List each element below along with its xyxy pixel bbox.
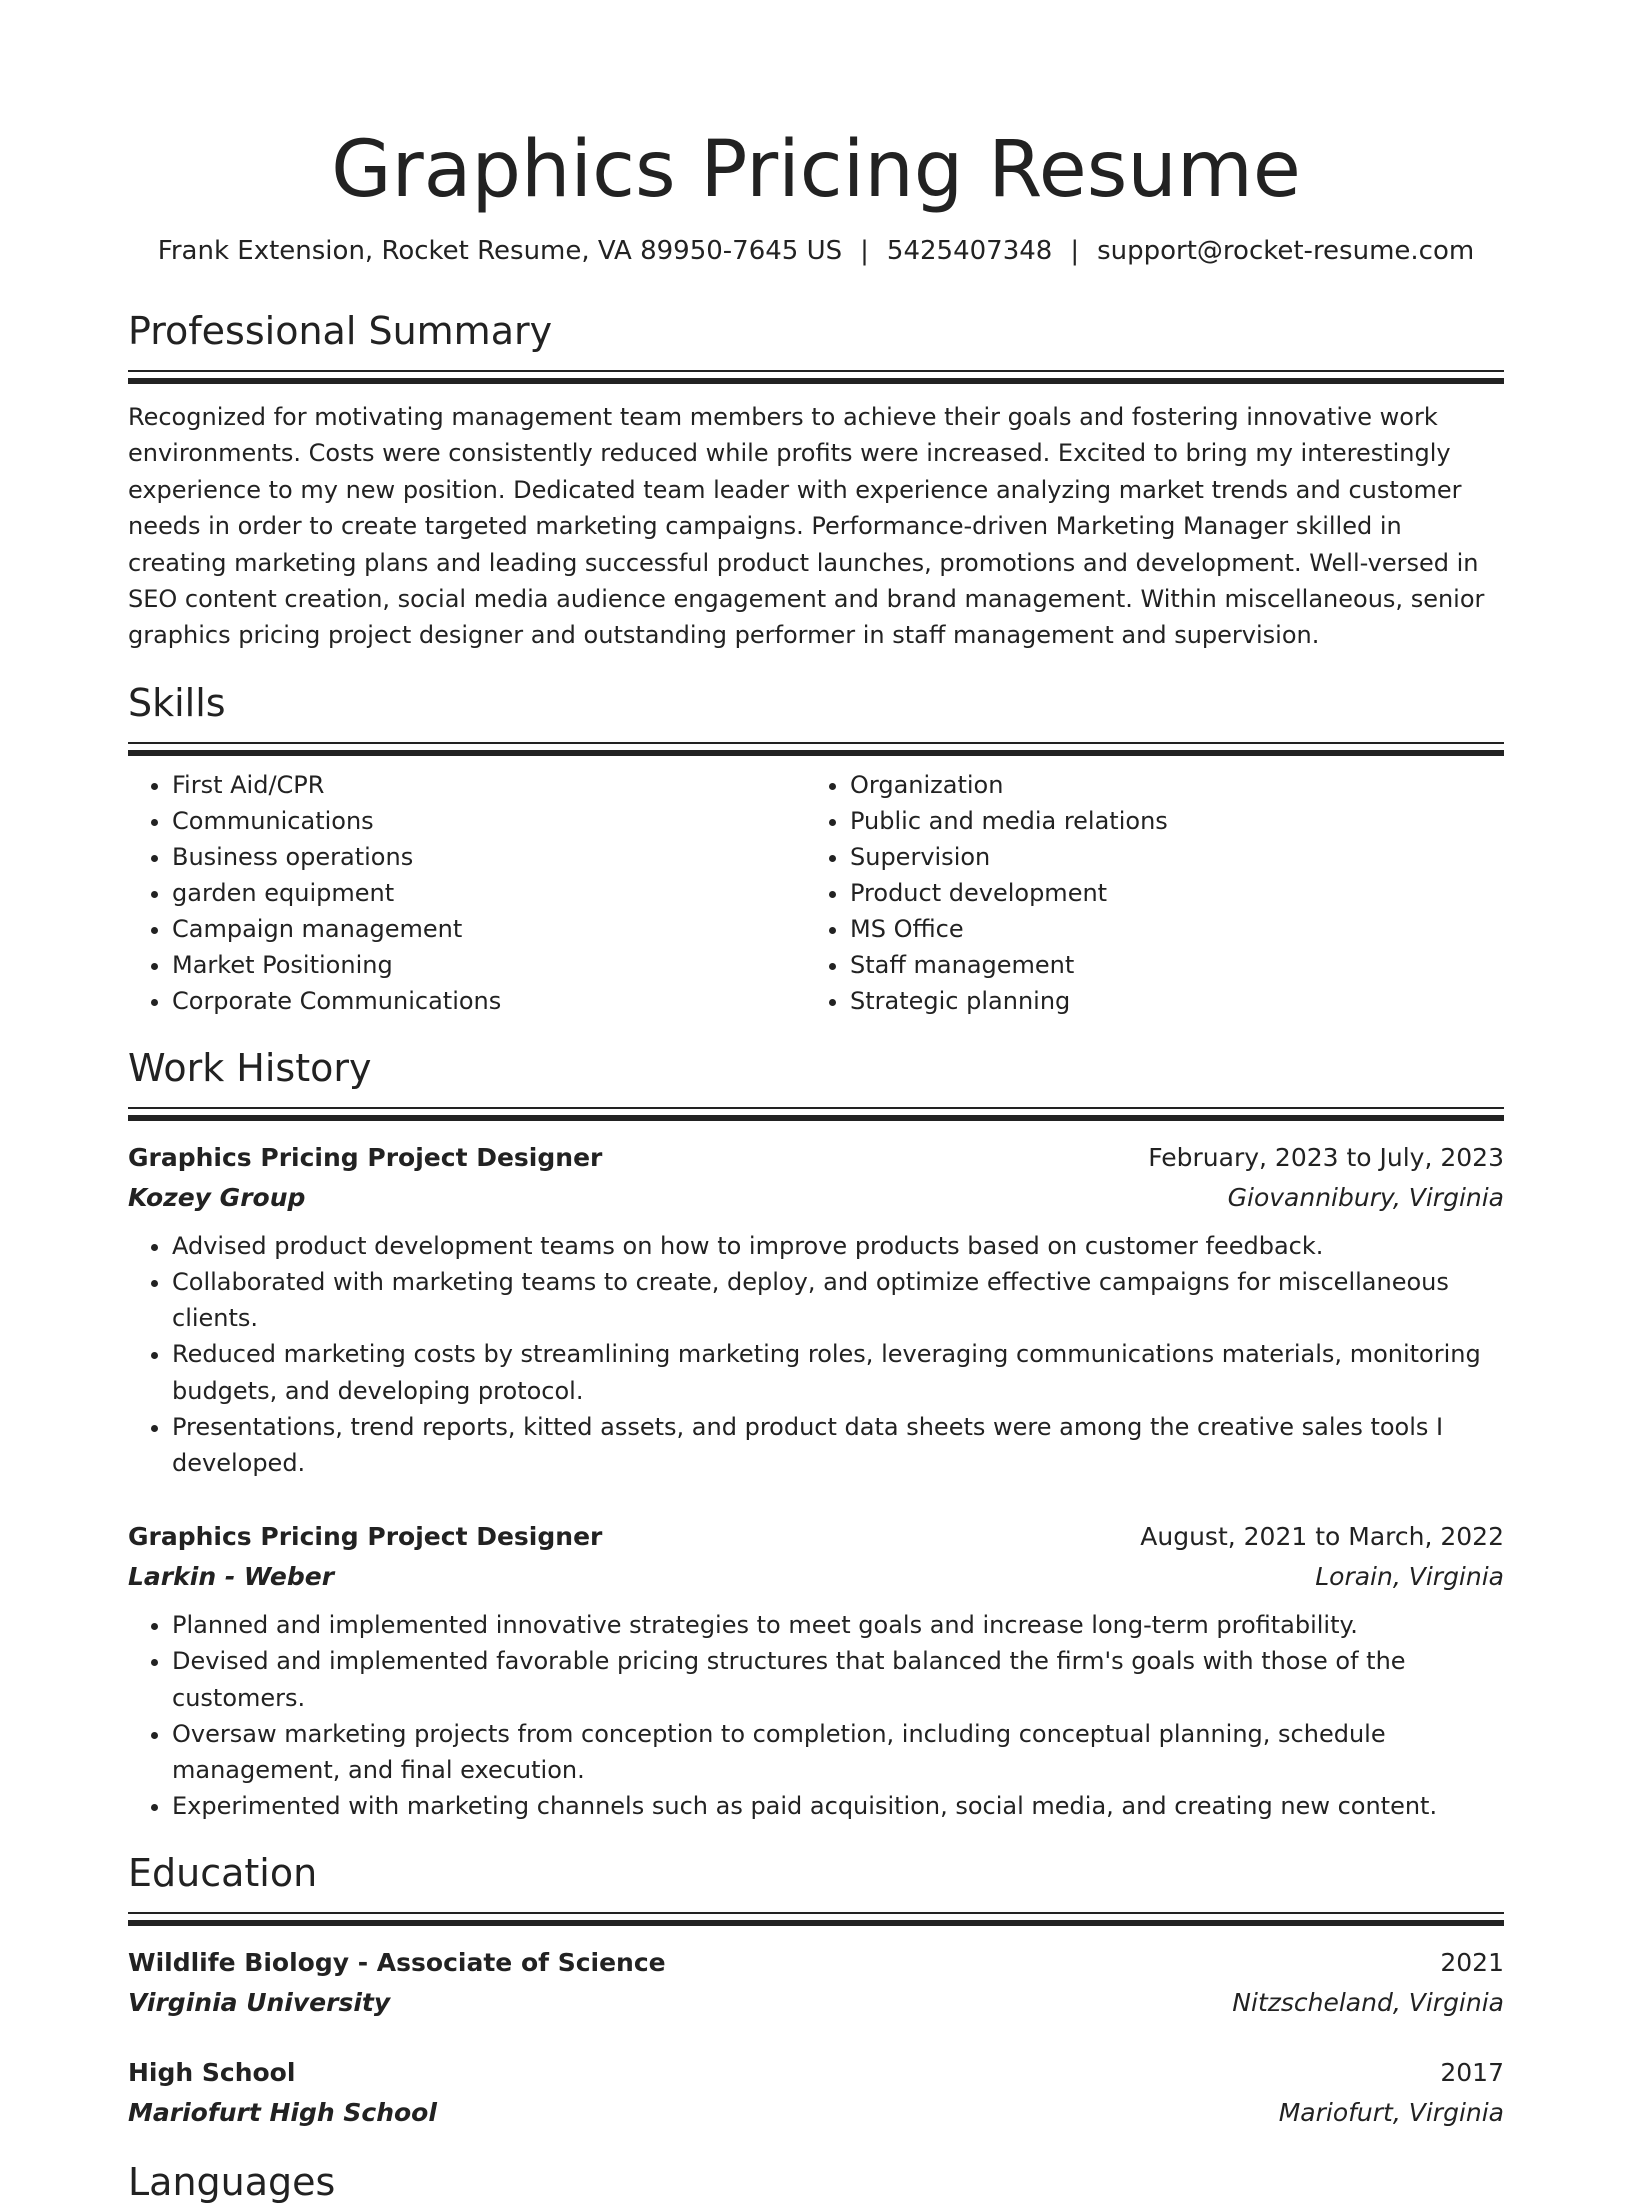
job-location: Giovannibury, Virginia [1227, 1182, 1504, 1212]
job-bullets [128, 1607, 1504, 1824]
education-school: Mariofurt High School [128, 2098, 437, 2128]
summary-section [128, 306, 1504, 654]
resume-page [128, 0, 1504, 2207]
education-section [128, 1848, 1504, 2133]
contact-address: Frank Extension, Rocket Resume, VA 89950-7645 US [157, 236, 843, 266]
section-divider [128, 1912, 1504, 1927]
job-bullet: • Collaborated with marketing teams to create, deploy, and optimize effective campaigns for miscellaneous clients. [172, 1264, 1504, 1336]
skill-item: • Supervision [850, 839, 1484, 875]
job-company: Kozey Group [128, 1182, 306, 1212]
job-header-row [128, 1138, 1504, 1178]
job-bullet: • Devised and implemented favorable pricing structures that balanced the firm's goals with those of the customers. [172, 1643, 1504, 1715]
section-divider [128, 370, 1504, 385]
education-location: Nitzscheland, Virginia [1232, 1988, 1504, 2018]
job-subheader-row [128, 1557, 1504, 1597]
resume-title: Graphics Pricing Resume [331, 125, 1301, 215]
job-bullet: • Planned and implemented innovative strategies to meet goals and increase long-term profitability. [172, 1607, 1504, 1643]
education-school: Virginia University [128, 1988, 391, 2018]
skill-item: • Market Positioning [172, 947, 806, 983]
job-dates: August, 2021 to March, 2022 [1140, 1522, 1504, 1552]
job-header-row [128, 1517, 1504, 1557]
education-subheader-row [128, 1983, 1504, 2023]
education-location: Mariofurt, Virginia [1278, 2098, 1504, 2128]
section-heading-work: Work History [128, 1045, 372, 1090]
skill-item: • garden equipment [172, 875, 806, 911]
education-degree: Wildlife Biology - Associate of Science [128, 1948, 666, 1978]
summary-text: Recognized for motivating management team members to achieve their goals and fostering innovative work environments. Costs were consistently reduced while profits were increased. Excited to bring my interestingly experience to my new position. Dedicated team leader with experience analyzing market trends and customer needs in order to create targeted marketing campaigns. Performance-driven Marketing Manager skilled in creating marketing plans and leading successful product launches, promotions and development. Well-versed in SEO content creation, social media audience engagement and brand management. Within miscellaneous, senior graphics pricing project designer and outstanding performer in staff management and supervision. [128, 403, 1485, 650]
job-location: Lorain, Virginia [1315, 1562, 1504, 1592]
education-entry [128, 2053, 1504, 2133]
section-heading-summary: Professional Summary [128, 309, 553, 353]
job-dates: February, 2023 to July, 2023 [1148, 1142, 1504, 1172]
skill-item: • Campaign management [172, 911, 806, 947]
job-bullet: • Oversaw marketing projects from conception to completion, including conceptual planning, schedule management, and final execution. [172, 1716, 1504, 1788]
section-heading-education: Education [128, 1851, 318, 1896]
skills-list-right [806, 767, 1484, 1019]
skills-list-left [128, 767, 806, 1019]
skills-section [128, 678, 1504, 1019]
job-company: Larkin - Weber [128, 1562, 335, 1592]
languages-section [128, 2157, 1504, 2207]
education-year: 2017 [1440, 2058, 1504, 2088]
job-bullet: • Reduced marketing costs by streamlining marketing roles, leveraging communications materials, monitoring budgets, and developing protocol. [172, 1336, 1504, 1408]
education-degree: High School [128, 2058, 296, 2088]
section-heading-skills: Skills [128, 680, 226, 725]
contact-separator: | [860, 236, 869, 266]
job-subheader-row [128, 1178, 1504, 1218]
skill-item: • MS Office [850, 911, 1484, 947]
contact-phone: 5425407348 [886, 236, 1053, 266]
job-title: Graphics Pricing Project Designer [128, 1142, 603, 1172]
skill-item: • Strategic planning [850, 983, 1484, 1019]
education-header-row [128, 1943, 1504, 1983]
work-history-section [128, 1043, 1504, 1825]
education-entry [128, 1943, 1504, 2023]
section-heading-languages: Languages [128, 2160, 336, 2205]
skills-columns [128, 767, 1504, 1019]
skill-item: • Corporate Communications [172, 983, 806, 1019]
skill-item: • Public and media relations [850, 803, 1484, 839]
education-year: 2021 [1440, 1948, 1504, 1978]
skill-item: • Communications [172, 803, 806, 839]
education-header-row [128, 2053, 1504, 2093]
skill-item: • Organization [850, 767, 1484, 803]
job-bullet: • Experimented with marketing channels such as paid acquisition, social media, and creating new content. [172, 1788, 1504, 1824]
contact-email: support@rocket-resume.com [1097, 236, 1475, 266]
skill-item: • Staff management [850, 947, 1484, 983]
skill-item: • Business operations [172, 839, 806, 875]
skill-item: • First Aid/CPR [172, 767, 806, 803]
section-divider [128, 1107, 1504, 1122]
job-bullets [128, 1228, 1504, 1481]
job-bullet: • Advised product development teams on how to improve products based on customer feedback. [172, 1228, 1504, 1264]
job-entry [128, 1138, 1504, 1481]
job-entry [128, 1517, 1504, 1824]
job-bullet: • Presentations, trend reports, kitted assets, and product data sheets were among the creative sales tools I developed. [172, 1409, 1504, 1481]
skill-item: • Product development [850, 875, 1484, 911]
job-title: Graphics Pricing Project Designer [128, 1522, 603, 1552]
education-subheader-row [128, 2093, 1504, 2133]
contact-line [128, 234, 1504, 268]
contact-separator: | [1070, 236, 1080, 266]
section-divider [128, 742, 1504, 757]
